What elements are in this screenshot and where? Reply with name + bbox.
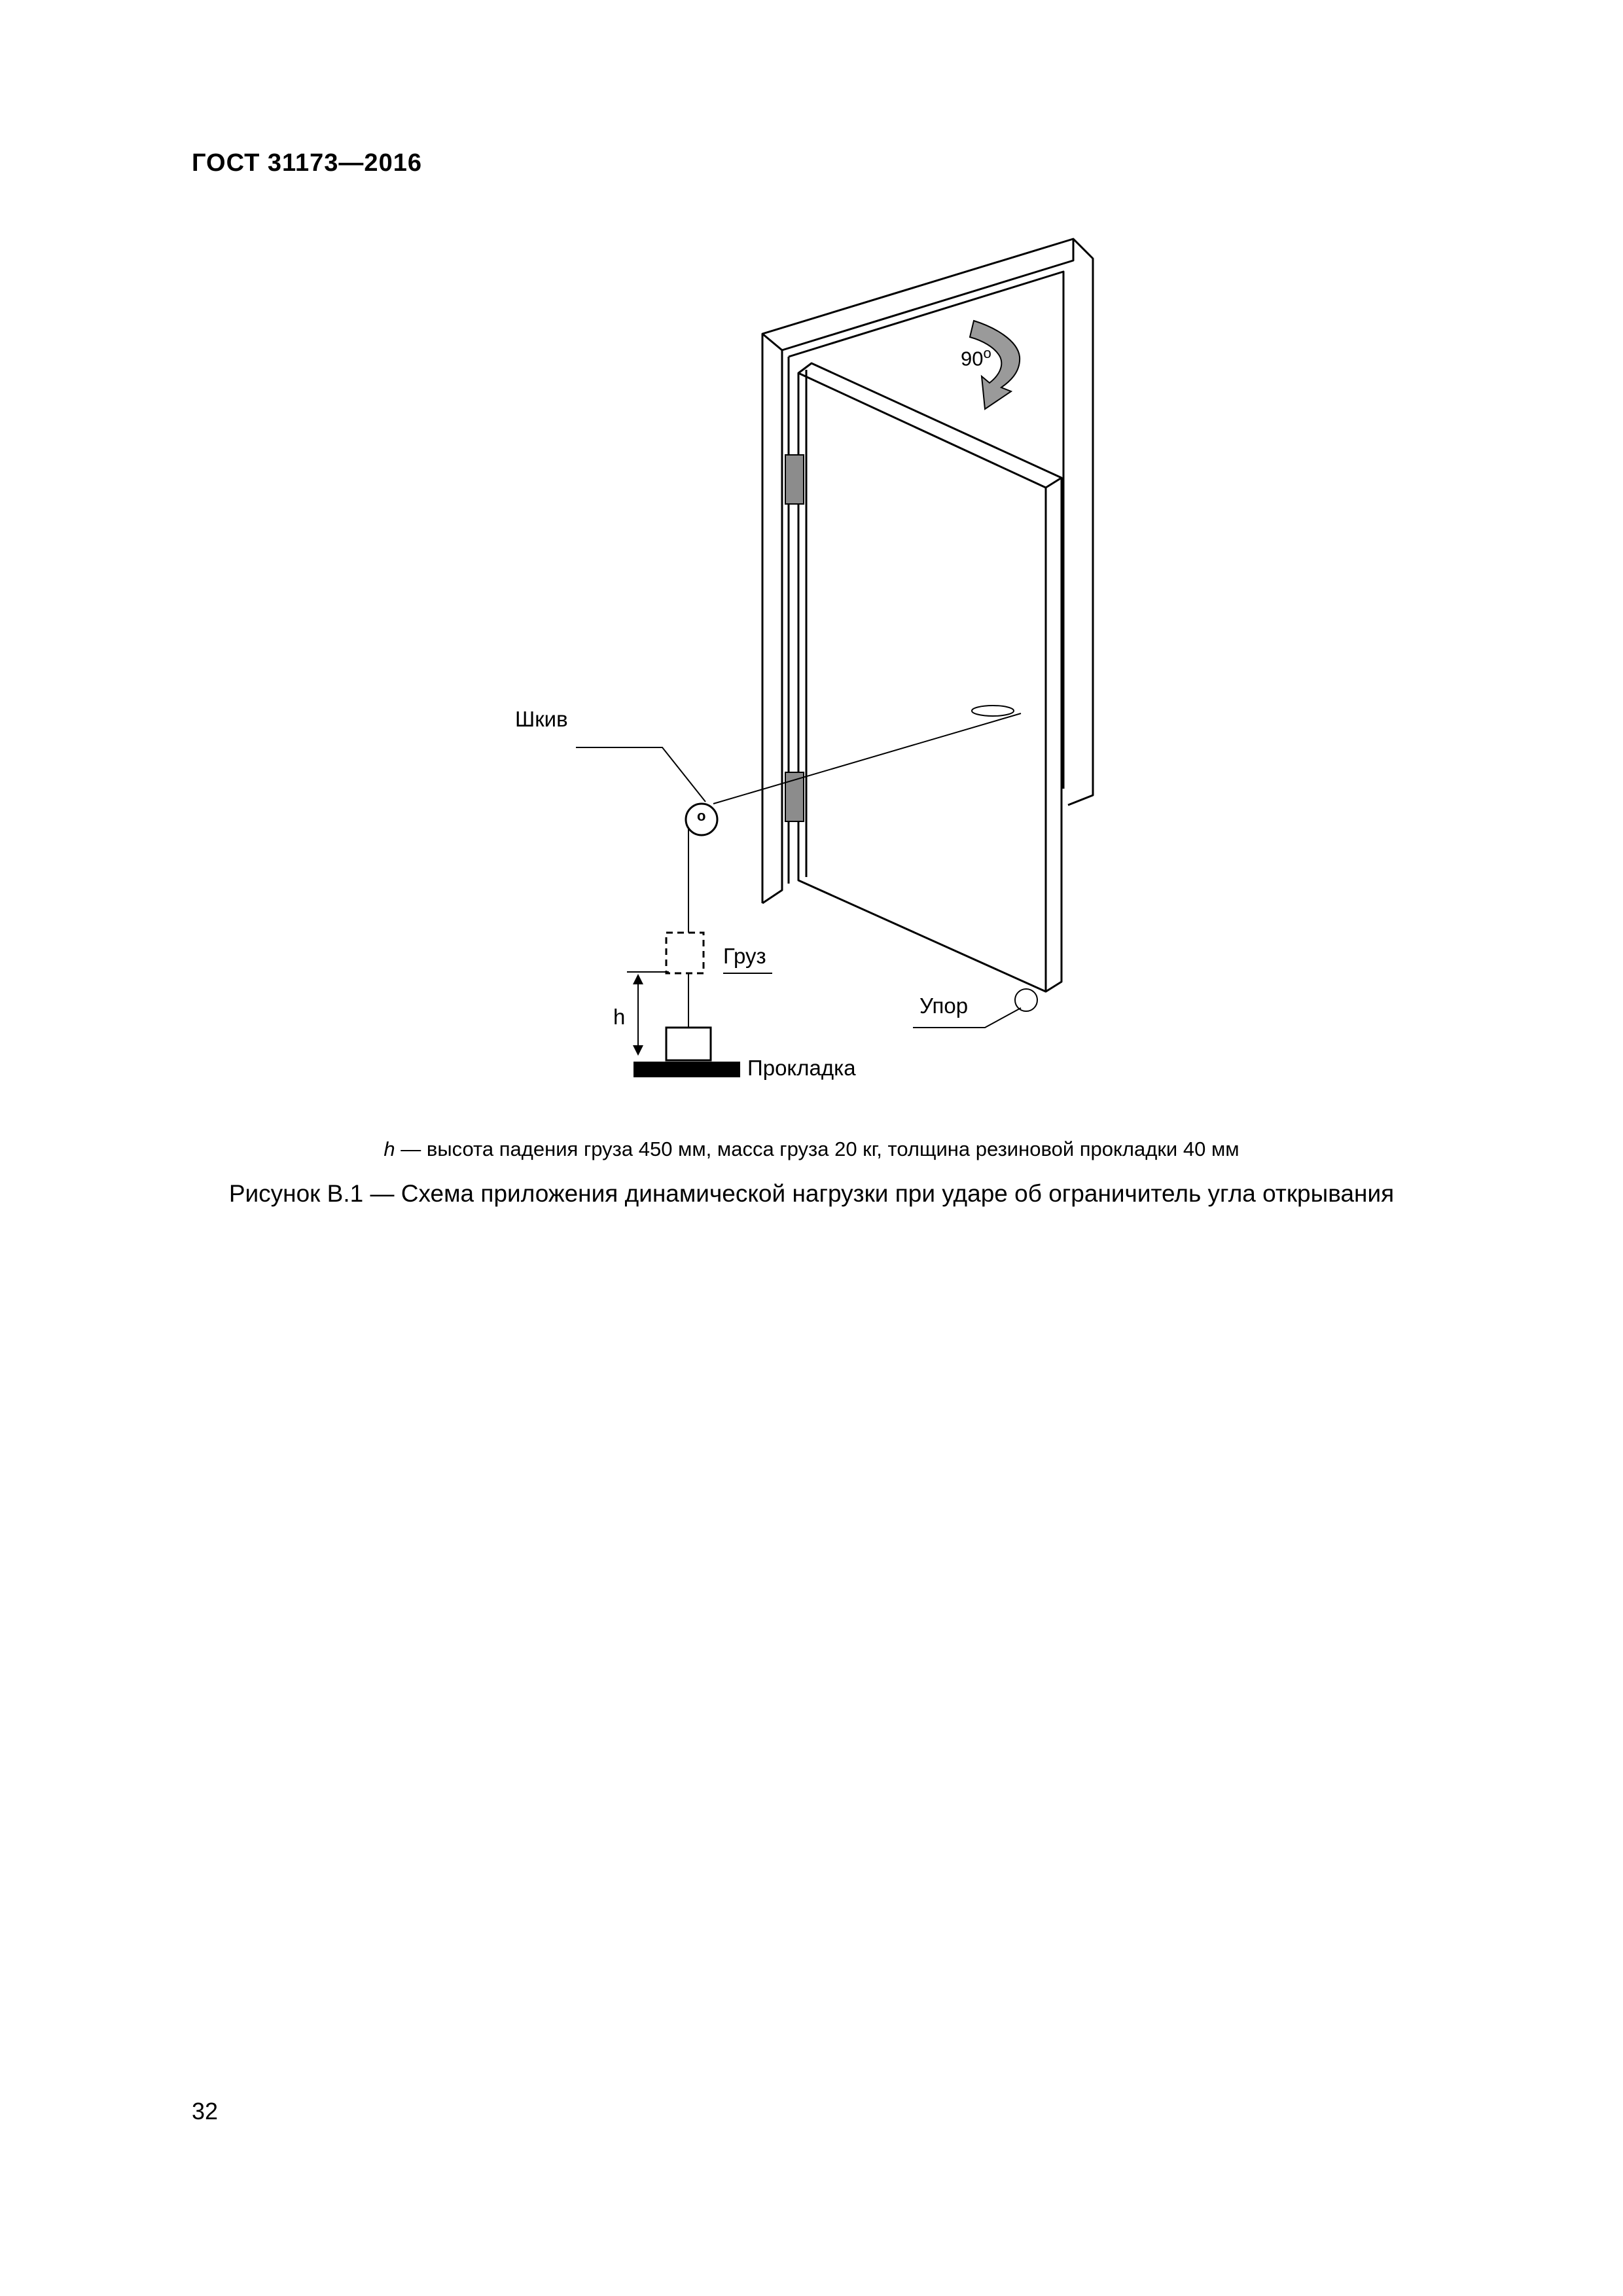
weight — [666, 1028, 711, 1060]
pulley-label: Шкив — [515, 707, 568, 731]
door-test-figure — [497, 236, 1194, 1116]
page-number: 32 — [192, 2098, 219, 2125]
figure-note — [0, 1138, 1623, 1161]
angle-label: 90$^o$ — [961, 345, 991, 370]
door-stop — [1015, 989, 1037, 1011]
degree-symbol: o — [983, 345, 991, 361]
figure-caption: Рисунок В.1 — Схема приложения динамической нагрузки при ударе об ограничитель угла открывания — [228, 1180, 1395, 1207]
stop-label: Упор — [919, 994, 969, 1018]
figure-note-variable: h — [383, 1138, 395, 1160]
door-handle — [972, 706, 1014, 716]
rubber-pad — [633, 1062, 740, 1077]
hinge-upper — [785, 455, 804, 504]
weight-label: Груз — [723, 944, 766, 968]
weight-raised-position — [666, 933, 704, 973]
pad-label: Прокладка — [747, 1056, 856, 1080]
door-diagram — [497, 236, 1194, 1116]
figure-note-text: — высота падения груза 450 мм, масса груза 20 кг, толщина резиновой прокладки 40 мм — [395, 1138, 1240, 1160]
height-label: h — [613, 1005, 626, 1029]
pulley-symbol: o — [697, 808, 706, 824]
document-header: ГОСТ 31173—2016 — [192, 149, 422, 177]
